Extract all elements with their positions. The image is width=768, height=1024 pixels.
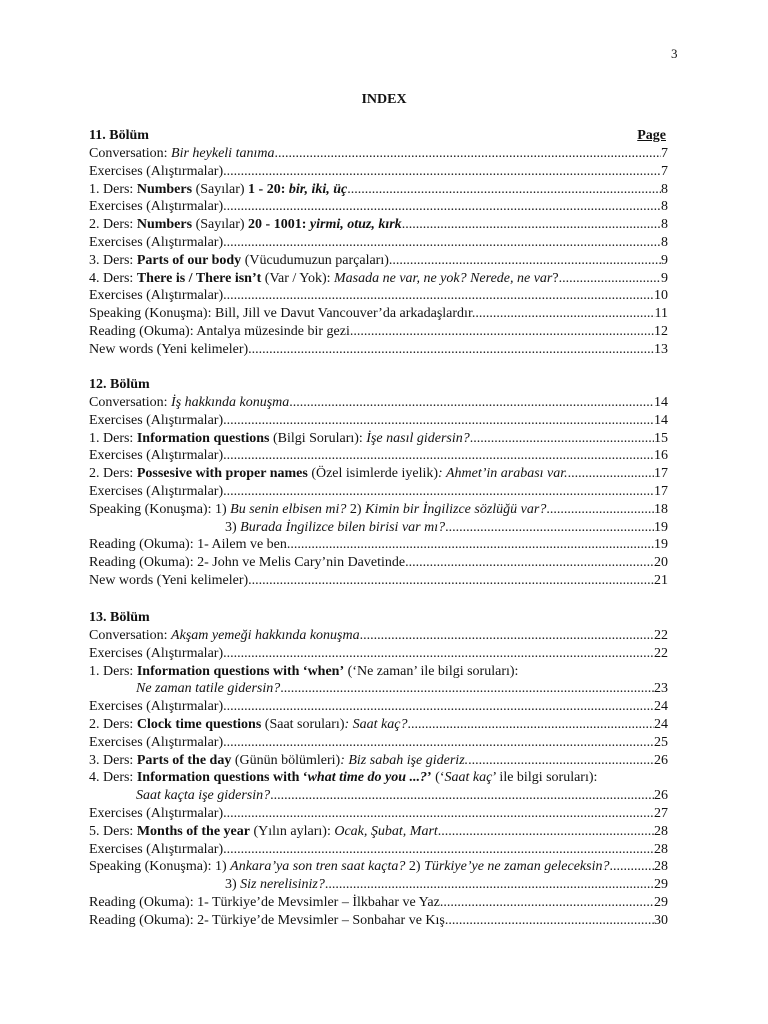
entry-page: 19 [654,537,668,553]
entry-page: 7 [661,146,668,161]
entry-text: Exercises (Alıştırmalar) [89,645,224,661]
entry-italic: Saat kaç [444,770,493,786]
entry-bold: ’ [426,770,432,786]
entry-text: Conversation: [89,628,172,643]
entry-text: Exercises (Alıştırmalar) [89,699,224,715]
entry-bold: There is / There isn’t [136,270,262,286]
entry-italic: : Saat kaç? [344,716,408,732]
toc-entry[interactable] [89,198,679,216]
toc-entry[interactable] [89,323,679,341]
entry-text: Reading (Okuma): 1- Türkiye’de Mevsimler – İlkbahar ve Yaz [89,894,440,910]
toc-entry[interactable] [89,163,679,181]
entry-page: 8 [661,234,668,250]
section-title: 11. Bölüm [89,128,149,143]
entry-page: 8 [661,181,668,197]
toc-entry[interactable] [89,412,679,430]
entry-text: (Vücudumuzun parçaları) [241,252,389,268]
entry-italic: İşe nasıl gidersin? [366,430,470,446]
entry-page: 19 [654,519,668,535]
entry-italic: Burada İngilizce bilen birisi var mı? [240,519,446,535]
entry-page: 26 [654,752,668,768]
entry-page: 14 [654,395,668,410]
entry-page: 24 [654,699,668,715]
entry-page: 21 [654,572,668,588]
entry-text: Exercises (Alıştırmalar) [89,199,224,215]
entry-text: (Saat soruları) [261,716,345,732]
entry-bold-italic: what time do you ...? [307,770,427,786]
entry-bold: Information questions [136,430,270,446]
toc-entry-heading-line[interactable] [89,769,679,787]
entry-bold: Information questions with ‘when’ [136,663,345,679]
toc-entry[interactable] [89,341,679,359]
section-heading [89,127,679,145]
entry-page: 7 [661,163,668,179]
entry-text: ... [437,823,449,839]
entry-text: Speaking (Konuşma): 1) [89,501,231,517]
entry-page: 8 [661,217,668,233]
entry-bold: Numbers [136,181,193,197]
entry-page: 29 [654,894,668,910]
entry-text: Exercises (Alıştırmalar) [89,734,224,750]
entry-text: Reading (Okuma): 2- John ve Melis Cary’nin Davetinde [89,555,406,571]
entry-bold: Information questions with ‘ [136,770,308,786]
entry-text: Exercises (Alıştırmalar) [89,163,224,179]
toc-entry[interactable] [89,305,679,323]
entry-italic: Siz nerelisiniz? [240,877,325,893]
entry-text: ... [347,181,358,197]
toc-entry[interactable] [89,234,679,252]
toc-entry[interactable] [89,216,679,234]
entry-text: Conversation: [89,146,172,161]
entry-text: New words (Yeni kelimeler) [89,572,249,588]
toc-entry[interactable] [89,394,679,412]
entry-text: Exercises (Alıştırmalar) [89,412,224,428]
entry-italic: Türkiye’ye ne zaman geleceksin? [424,859,610,875]
section-heading [89,376,679,394]
toc-entry[interactable] [89,858,679,876]
entry-text: Speaking (Konuşma): 1) [89,859,231,875]
section-title: 12. Bölüm [89,377,150,392]
toc-entry[interactable] [89,554,679,572]
entry-text: Exercises (Alıştırmalar) [89,234,224,250]
toc-entry[interactable] [89,823,679,841]
toc-entry[interactable] [89,536,679,554]
entry-text: Exercises (Alıştırmalar) [89,288,224,304]
page-column-label: Page [637,128,666,143]
entry-italic: Akşam yemeği hakkında konuşma [171,628,360,643]
toc-entry[interactable] [89,805,679,823]
entry-page: 28 [654,841,668,857]
entry-text: 2. Ders: [89,466,137,482]
entry-page: 8 [661,199,668,215]
toc-entry[interactable] [89,716,679,734]
section-11 [89,127,679,359]
toc-entry[interactable] [89,501,679,519]
entry-text: ... [401,217,413,233]
entry-bold-italic: bir, iki, üç [288,181,348,197]
entry-text: 5. Ders: [89,823,137,839]
entry-page: 28 [654,859,668,875]
entry-bold: Parts of our body [136,252,242,268]
entry-text: 2) [405,859,425,875]
entry-page: 10 [654,288,668,304]
entry-text: 4. Ders: [89,270,137,286]
section-12 [89,376,679,590]
entry-text: (Sayılar) [192,181,249,197]
toc-entry[interactable] [89,270,679,288]
entry-text: (Bilgi Soruları): [269,430,367,446]
toc-entry[interactable] [89,287,679,305]
entry-page: 22 [654,628,668,643]
entry-bold: Parts of the day [136,752,232,768]
entry-bold: Numbers [136,217,193,233]
page-number: 3 [671,46,678,61]
entry-text: (‘Ne zaman’ ile bilgi soruları): [344,663,519,679]
toc-entry[interactable] [89,483,679,501]
entry-page: 12 [654,323,668,339]
entry-text: 2. Ders: [89,217,137,233]
entry-bold: 1 - 20 [248,181,281,197]
entry-text: 3. Ders: [89,252,137,268]
entry-text: Reading (Okuma): 1- Ailem ve ben [89,537,287,553]
entry-text: (Özel isimlerde iyelik) [307,466,439,482]
entry-bold: 20 - 1001 [248,217,302,233]
entry-italic: Masada ne var, ne yok? Nerede, ne var [334,270,553,286]
entry-text: Exercises (Alıştırmalar) [89,448,224,464]
entry-text: 2. Ders: [89,716,137,732]
entry-text: (Var / Yok): [261,270,335,286]
toc-entry[interactable] [89,787,679,805]
entry-bold: Clock time questions [136,716,262,732]
entry-bold: : [301,217,310,233]
entry-text: New words (Yeni kelimeler) [89,341,249,357]
toc-entry[interactable] [89,752,679,770]
entry-text: Exercises (Alıştırmalar) [89,483,224,499]
entry-text: 3) [225,877,241,893]
entry-bold: : [280,181,289,197]
entry-italic: Bu senin elbisen mi? [230,501,347,517]
entry-page: 13 [654,341,668,357]
section-13 [89,609,679,930]
entry-bold: Possesive with proper names [136,466,308,482]
entry-text: ? [552,270,559,286]
entry-page: 9 [661,270,668,286]
entry-page: 29 [654,877,668,893]
entry-page: 28 [654,823,668,839]
entry-text: 1. Ders: [89,663,137,679]
entry-text: Reading (Okuma): Antalya müzesinde bir gezi [89,323,350,339]
entry-page: 27 [654,805,668,821]
entry-page: 15 [654,430,668,446]
toc-entry[interactable] [89,145,679,163]
entry-text: Exercises (Alıştırmalar) [89,805,224,821]
entry-text: 4. Ders: [89,770,137,786]
entry-page: 24 [654,716,668,732]
toc-entry[interactable] [89,627,679,645]
entry-italic: Ankara’ya son tren saat kaçta? [230,859,406,875]
toc-entry-heading-line[interactable] [89,663,679,681]
entry-page: 16 [654,448,668,464]
toc-entry[interactable] [89,645,679,663]
entry-italic: Bir heykeli tanıma [171,146,275,161]
entry-text: (‘ [431,770,445,786]
entry-page: 30 [654,912,668,928]
toc-entry[interactable] [89,734,679,752]
entry-text: 3) [225,519,241,535]
entry-text: Speaking (Konuşma): Bill, Jill ve Davut Vancouver’da arkadaşlardır. [89,306,476,322]
entry-text: (Yılın ayları): [249,823,335,839]
entry-text: Reading (Okuma): 2- Türkiye’de Mevsimler – Sonbahar ve Kış [89,912,445,928]
entry-text: 3. Ders: [89,752,137,768]
entry-italic: Ne zaman tatile gidersin? [136,681,281,697]
entry-page: 22 [654,645,668,661]
entry-page: 11 [654,306,668,322]
entry-text: (Günün bölümleri) [231,752,341,768]
toc-entry[interactable] [89,572,679,590]
toc-entry[interactable] [89,465,679,483]
entry-text: (Sayılar) [192,217,249,233]
entry-page: 25 [654,734,668,750]
entry-text: Conversation: [89,395,172,410]
index-title: INDEX [361,92,407,107]
entry-italic: Ocak, Şubat, Mart [334,823,438,839]
toc-entry[interactable] [89,876,679,894]
toc-entry[interactable] [89,430,679,448]
entry-italic: : Biz sabah işe gideriz. [340,752,469,768]
entry-page: 23 [654,681,668,697]
toc-entry[interactable] [89,252,679,270]
toc-entry[interactable] [89,519,679,537]
toc-entry[interactable] [89,841,679,859]
toc-entry[interactable] [89,447,679,465]
section-heading [89,609,679,627]
toc-entry[interactable] [89,894,679,912]
entry-page: 17 [654,483,668,499]
toc-entry[interactable] [89,698,679,716]
entry-page: 26 [654,788,668,804]
entry-text: 1. Ders: [89,181,137,197]
entry-italic: Kimin bir İngilizce sözlüğü var? [365,501,547,517]
toc-entry[interactable] [89,912,679,930]
entry-bold-italic: yirmi, otuz, kırk [309,217,402,233]
entry-text: ’ ile bilgi soruları): [492,770,598,786]
entry-text: 2) [346,501,366,517]
section-title: 13. Bölüm [89,610,150,625]
entry-page: 9 [661,252,668,268]
entry-text: 1. Ders: [89,430,137,446]
toc-entry[interactable] [89,680,679,698]
entry-page: 20 [654,555,668,571]
entry-italic: : Ahmet’in arabası var. [438,466,568,482]
entry-italic: İş hakkında konuşma [171,395,290,410]
entry-bold: Months of the year [136,823,250,839]
entry-italic: Saat kaçta işe gidersin? [136,788,271,804]
toc-entry[interactable] [89,181,679,199]
entry-text: Exercises (Alıştırmalar) [89,841,224,857]
entry-page: 17 [654,466,668,482]
entry-page: 18 [654,501,668,517]
entry-page: 14 [654,412,668,428]
